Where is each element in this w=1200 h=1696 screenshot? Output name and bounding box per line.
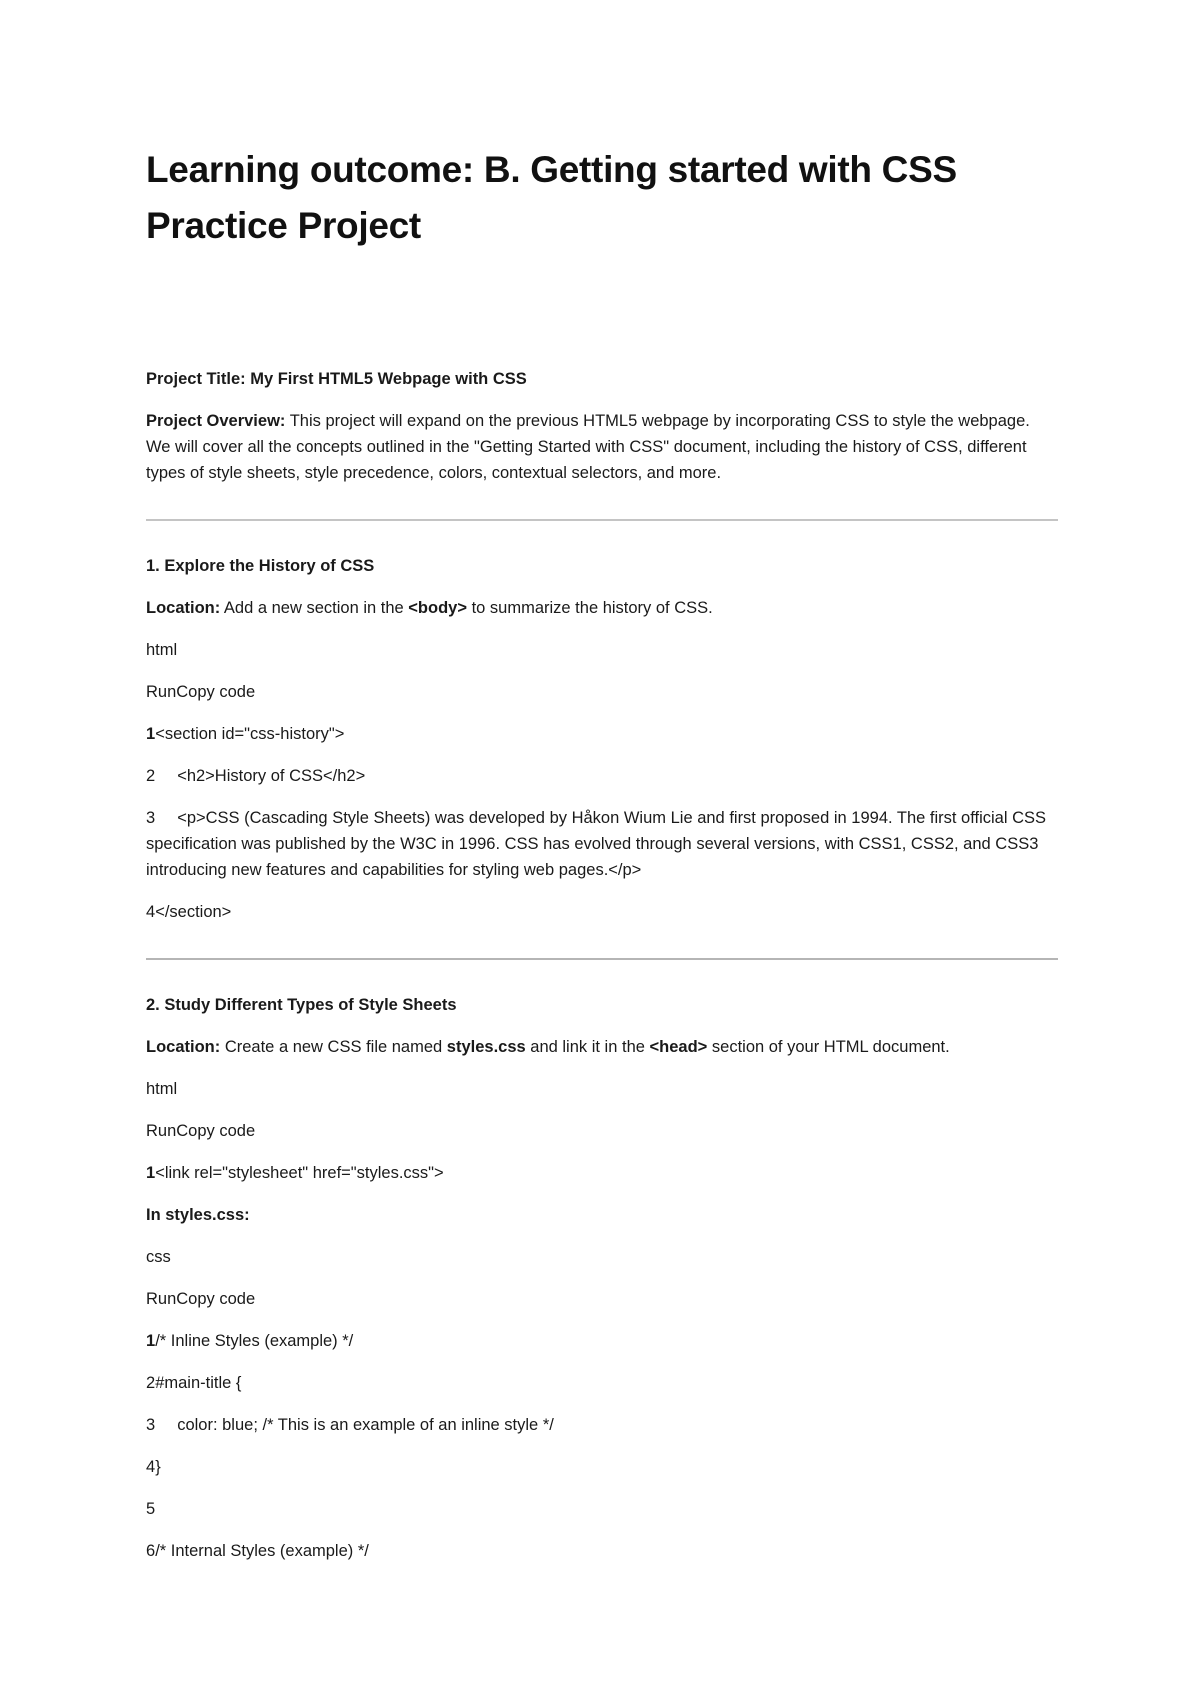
- project-overview: [146, 408, 1058, 486]
- line-number: 5: [146, 1500, 156, 1518]
- code-line: [146, 1160, 1058, 1186]
- code-line: [146, 721, 1058, 747]
- styles-file-name: styles.css: [446, 1038, 526, 1056]
- project-overview-label: Project Overview:: [146, 412, 286, 430]
- body-tag: <body>: [408, 599, 467, 617]
- code-text: </section>: [155, 903, 232, 921]
- line-number: 2: [146, 767, 156, 785]
- code-language-label: css: [146, 1248, 171, 1266]
- document-title: [146, 142, 1058, 254]
- code-text: <p>CSS (Cascading Style Sheets) was developed by Håkon Wium Lie and first proposed in 1994. The first official CSS specification was published by the W3C in 1996. CSS has evolved through several versions, with CSS1, CSS2, and CSS3 introducing new features and capabilities for styling web pages.</p>: [146, 809, 1047, 879]
- line-number: 6: [146, 1542, 156, 1560]
- head-tag: <head>: [649, 1038, 708, 1056]
- code-line: [146, 1412, 1058, 1438]
- section-2-location: [146, 1034, 1058, 1060]
- in-styles-css-label: In styles.css:: [146, 1206, 250, 1224]
- code-text: #main-title {: [155, 1374, 242, 1392]
- section-2-heading: 2. Study Different Types of Style Sheets: [146, 996, 457, 1014]
- code-line: [146, 763, 1058, 789]
- project-title: Project Title: My First HTML5 Webpage with CSS: [146, 370, 527, 388]
- location-text: section of your HTML document.: [707, 1038, 950, 1056]
- location-text: Add a new section in the: [220, 599, 409, 617]
- code-line: [146, 1538, 1058, 1564]
- line-number: 1: [146, 1332, 156, 1350]
- code-text: /* Internal Styles (example) */: [155, 1542, 369, 1560]
- section-divider: [146, 958, 1058, 960]
- line-number: 3: [146, 809, 156, 827]
- document-page: [146, 142, 1058, 1580]
- code-line: [146, 1328, 1058, 1354]
- run-copy-code-label: RunCopy code: [146, 1122, 256, 1140]
- line-number: 2: [146, 1374, 156, 1392]
- code-text: <h2>History of CSS</h2>: [177, 767, 366, 785]
- line-number: 4: [146, 1458, 156, 1476]
- line-number: 4: [146, 903, 156, 921]
- code-text: }: [155, 1458, 161, 1476]
- section-divider: [146, 519, 1058, 521]
- line-number: 1: [146, 725, 156, 743]
- code-text: <section id="css-history">: [155, 725, 345, 743]
- section-1-location: [146, 595, 1058, 621]
- location-text: to summarize the history of CSS.: [466, 599, 713, 617]
- line-number: 1: [146, 1164, 156, 1182]
- run-copy-code-label: RunCopy code: [146, 1290, 256, 1308]
- code-text: color: blue; /* This is an example of an inline style */: [177, 1416, 554, 1434]
- code-language-label: html: [146, 1080, 178, 1098]
- code-line: [146, 1370, 1058, 1396]
- document-title-line-1: Learning outcome: B. Getting started with CSS: [146, 149, 957, 190]
- code-text: /* Inline Styles (example) */: [155, 1332, 354, 1350]
- code-line: [146, 1454, 1058, 1480]
- location-text: Create a new CSS file named: [220, 1038, 447, 1056]
- location-label: Location:: [146, 1038, 221, 1056]
- document-title-line-2: Practice Project: [146, 205, 421, 246]
- location-text: and link it in the: [525, 1038, 650, 1056]
- code-line: [146, 899, 1058, 925]
- code-text: <link rel="stylesheet" href="styles.css">: [155, 1164, 444, 1182]
- run-copy-code-label: RunCopy code: [146, 683, 256, 701]
- line-number: 3: [146, 1416, 156, 1434]
- code-line: [146, 1496, 1058, 1522]
- code-language-label: html: [146, 641, 178, 659]
- location-label: Location:: [146, 599, 221, 617]
- code-line: [146, 805, 1058, 883]
- section-1-heading: 1. Explore the History of CSS: [146, 557, 375, 575]
- project-overview-text: This project will expand on the previous HTML5 webpage by incorporating CSS to style the webpage. We will cover all the concepts outlined in the "Getting Started with CSS" document, including the history of CSS, different types of style sheets, style precedence, colors, contextual selectors, and more.: [146, 412, 1030, 482]
